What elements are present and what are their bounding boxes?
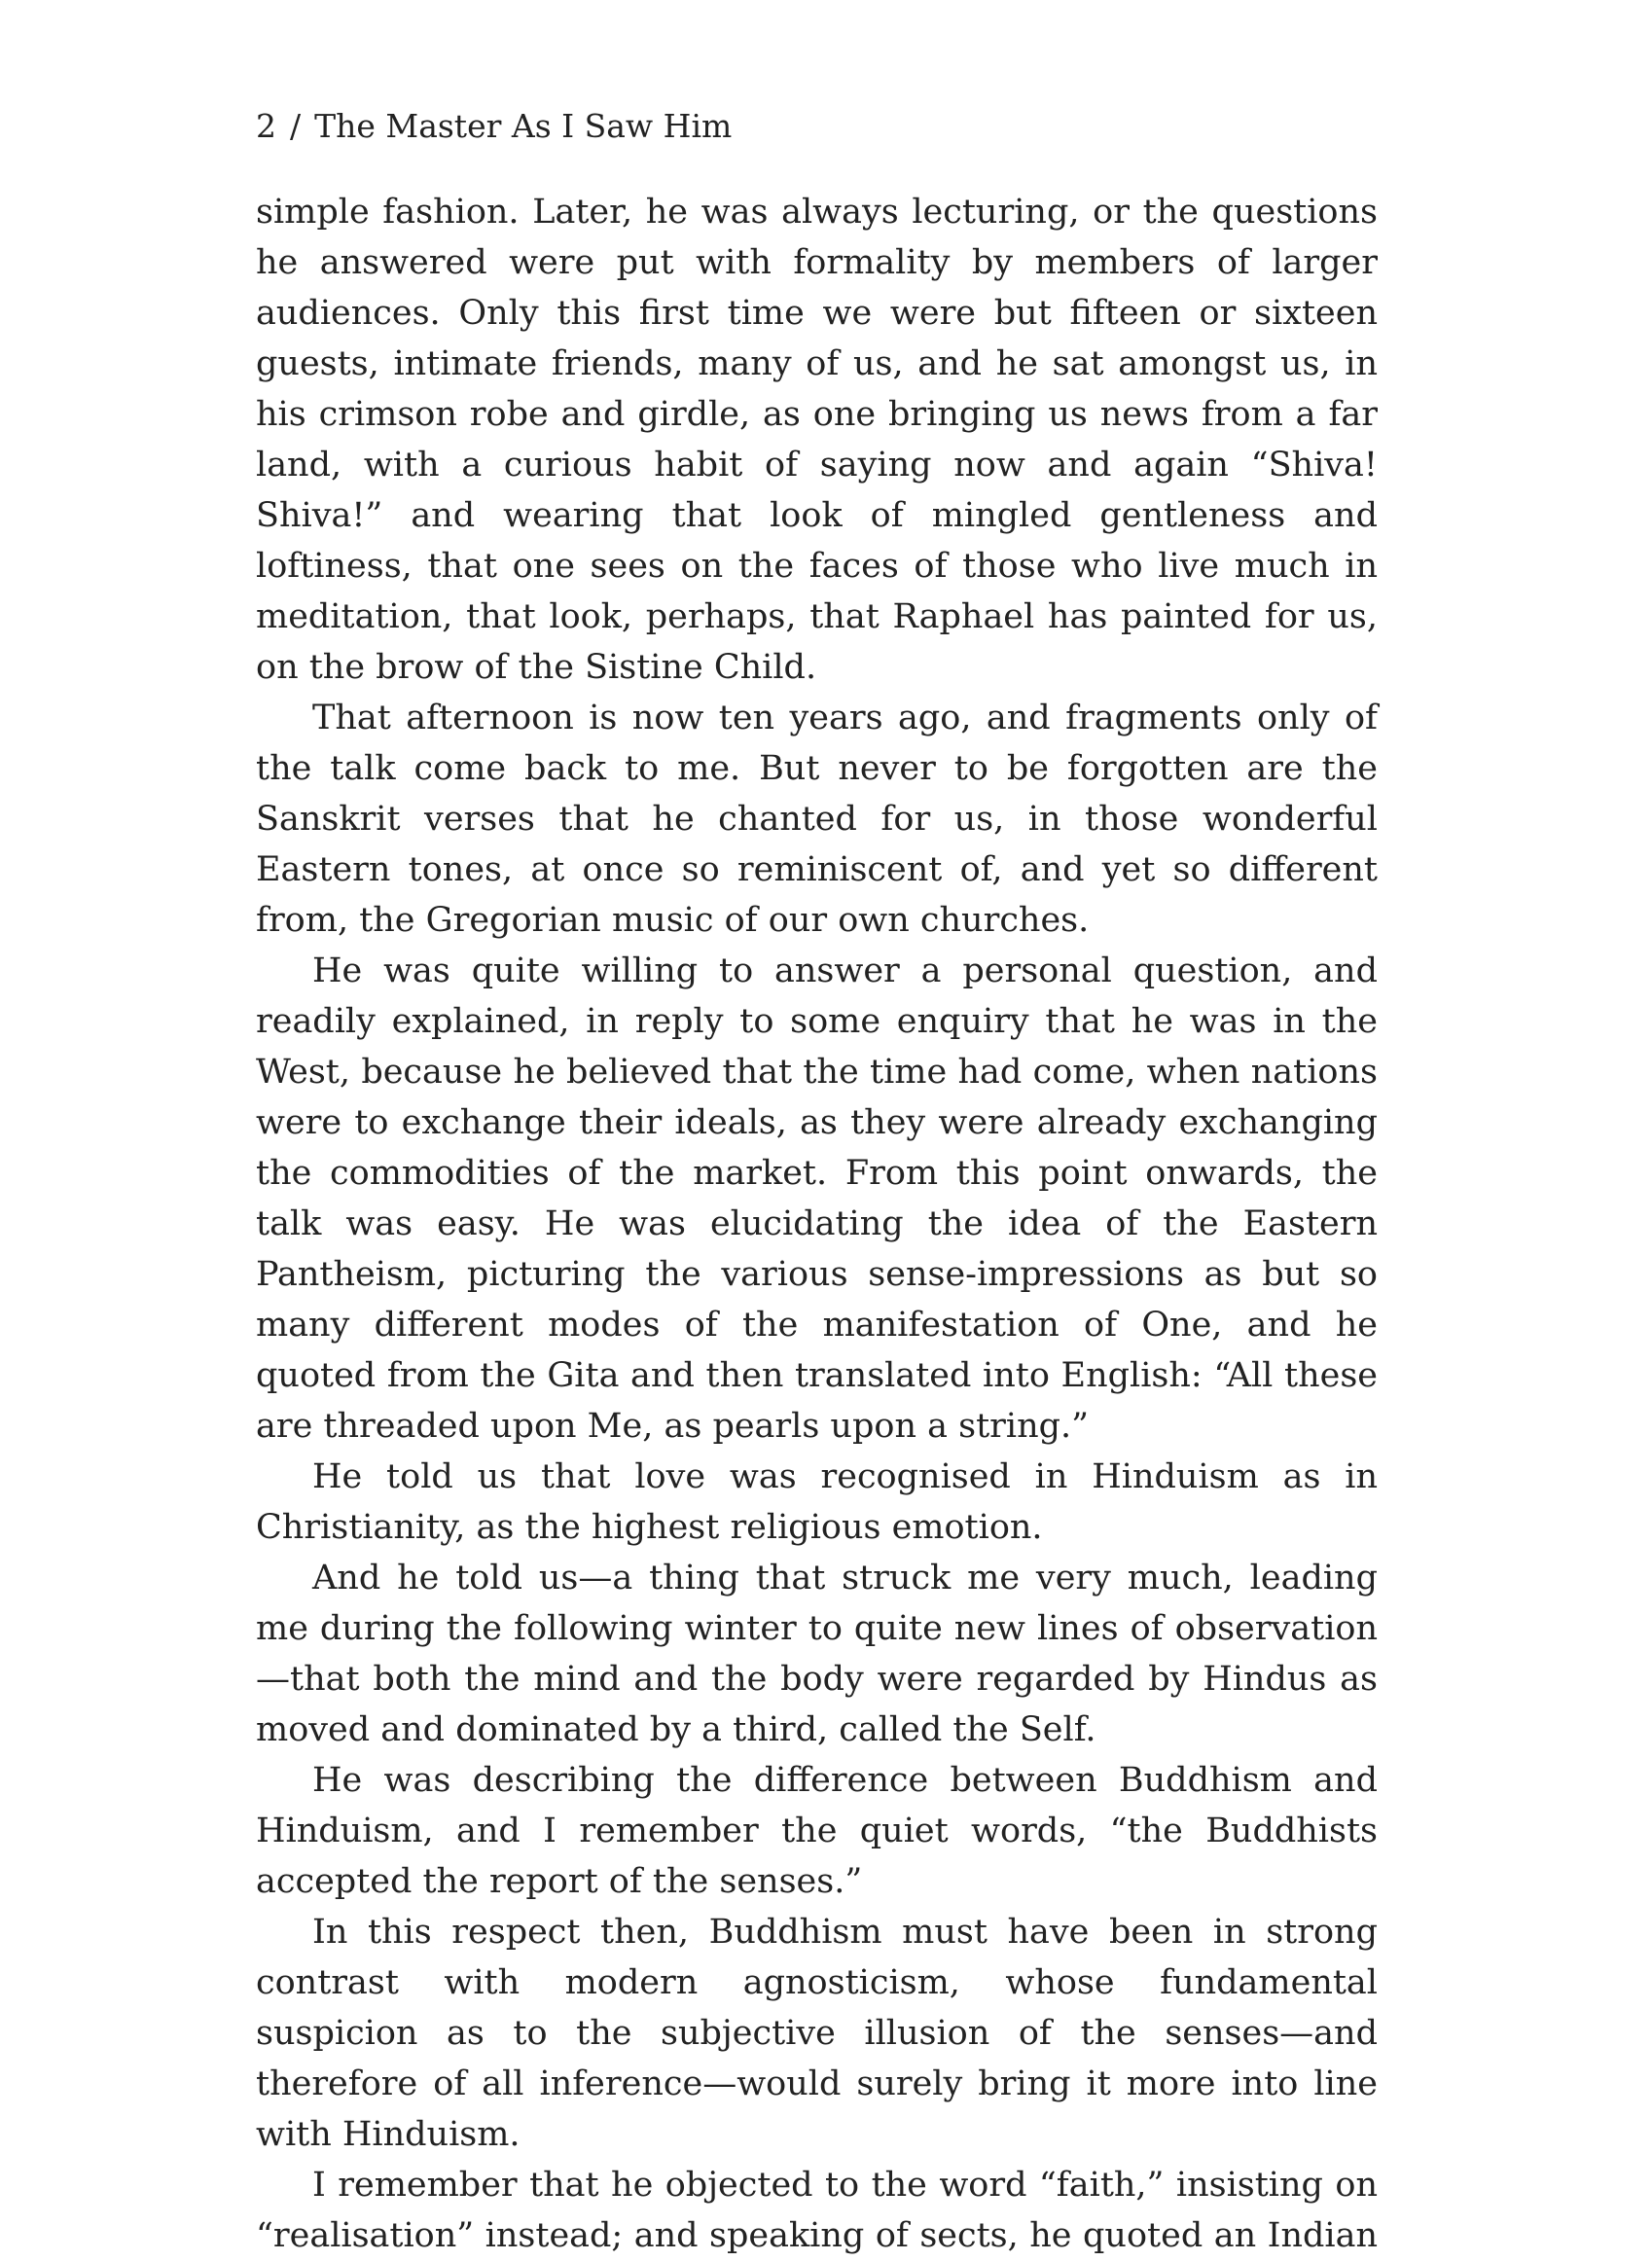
paragraph: He was quite willing to answer a personal question, and readily explained, in reply to some enquiry that he was in the West, because he believed that the time had come, when nations were to exchange their ideals, as they were already exchanging the commodities of the market. From this point onwards, the talk was easy. He was elucidating the idea of the Eastern Pantheism, picturing the various sense-impressions as but so many different modes of the manifestation of One, and he quoted from the Gita and then translated into English: “All these are threaded upon Me, as pearls upon a string.” <box>256 951 1378 1446</box>
book-title: The Master As I Saw Him <box>314 107 733 145</box>
paragraph-continues: I remember that he objected to the word “faith,” insisting on “realisation” instead; and speaking of sects, he quoted an Indian <box>256 2166 1378 2255</box>
paragraph: That afternoon is now ten years ago, and fragments only of the talk come back to me. But never to be forgotten are the Sanskrit verses that he chanted for us, in those wonderful Eastern tones, at once so reminiscent of, and yet so different from, the Gregorian music of our own churches. <box>256 699 1378 940</box>
paragraph-continued: simple fashion. Later, he was always lecturing, or the questions he answered were put with formality by members of larger audiences. Only this first time we were but fifteen or sixteen guests, intimate friends, many of us, and he sat amongst us, in his crimson robe and girdle, as one bringing us news from a far land, with a curious habit of saying now and again “Shiva! Shiva!” and wearing that look of mingled gentleness and loftiness, that one sees on the faces of those who live much in meditation, that look, perhaps, that Raphael has painted for us, on the brow of the Sistine Child. <box>256 193 1378 687</box>
paragraph: In this respect then, Buddhism must have been in strong contrast with modern agnosticism, whose fundamental suspicion as to the subjective illusion of the senses—and therefore of all inference—would surely bring it more into line with Hinduism. <box>256 1913 1378 2154</box>
running-head-separator: / <box>290 107 302 145</box>
paragraph: He told us that love was recognised in Hinduism as in Christianity, as the highest religious emotion. <box>256 1457 1378 1547</box>
paragraph: And he told us—a thing that struck me very much, leading me during the following winter to quite new lines of observation—that both the mind and the body were regarded by Hindus as moved and dominated by a third, called the Self. <box>256 1559 1378 1749</box>
running-head <box>256 101 1384 152</box>
paragraph: He was describing the difference between Buddhism and Hinduism, and I remember the quiet words, “the Buddhists accepted the report of the senses.” <box>256 1761 1378 1901</box>
body-text <box>256 187 1378 2261</box>
page-number: 2 <box>256 107 276 145</box>
